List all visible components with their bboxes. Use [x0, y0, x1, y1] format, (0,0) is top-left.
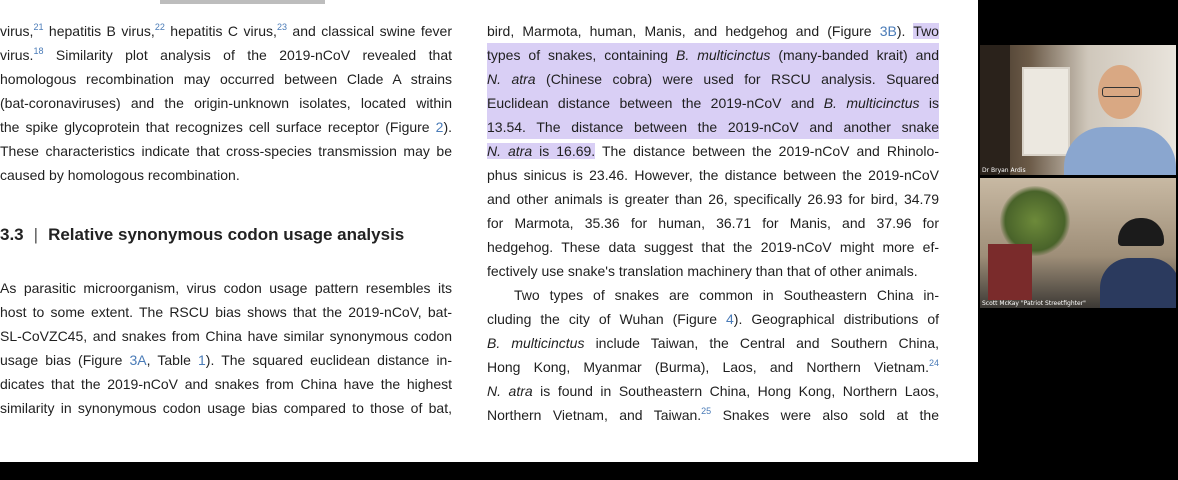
participant-video-tile[interactable] [980, 45, 1176, 175]
text-run: usage bias (Figure [0, 352, 130, 368]
participant-name-label: Dr Bryan Ardis [982, 167, 1026, 174]
citation-link[interactable]: 18 [33, 46, 44, 56]
text-line [487, 19, 939, 43]
text-line [487, 139, 939, 163]
participant-video-tile[interactable] [980, 178, 1176, 308]
figure-link[interactable]: 3B [879, 23, 897, 39]
paragraph-recombination [0, 19, 452, 187]
figure-link[interactable]: 4 [725, 311, 734, 327]
door-shape [1022, 67, 1070, 156]
text-line: host to some extent. The RSCU bias shows that the 2019-nCoV, bat- [0, 304, 452, 320]
text-run: bird, Marmota, human, Manis, and hedgehog and (Figure [487, 23, 880, 39]
poster-shape [988, 244, 1032, 300]
figure-link[interactable]: 2 [435, 119, 444, 135]
text-run: Hong Kong, Myanmar (Burma), Laos, and Northern Vietnam. [487, 359, 929, 375]
participant-silhouette [1100, 258, 1176, 308]
text-line: caused by homologous recombination. [0, 167, 240, 183]
figure-link[interactable]: 3A [129, 352, 147, 368]
text-run: is [919, 95, 940, 111]
citation-link[interactable]: 24 [928, 358, 939, 368]
text-run: types of snakes, containing [487, 47, 677, 63]
highlighted-text[interactable] [487, 143, 595, 159]
text-run: (Chinese cobra) were used for RSCU analysis. Squared [535, 71, 940, 87]
text-run: cluding the city of Wuhan (Figure [487, 311, 726, 327]
text-run: (many-banded krait) and [770, 47, 939, 63]
species-name: B. multicinctus [487, 335, 585, 351]
text-run: ). [443, 119, 452, 135]
text-run: virus, [0, 23, 34, 39]
citation-link[interactable]: 21 [33, 22, 44, 32]
text-line [0, 19, 452, 43]
text-line: and other animals is greater than 26, specifically 26.93 for bird, 34.79 [487, 191, 939, 207]
species-name: B. multicinctus [823, 95, 920, 111]
text-line: phus sinicus is 23.46. However, the distance between the 2019-nCoV [487, 167, 939, 183]
text-line [487, 355, 939, 379]
text-run: include Taiwan, the Central and Southern China, [584, 335, 939, 351]
paragraph-snake-distribution [487, 283, 939, 307]
text-line [487, 379, 939, 403]
highlighted-text-line[interactable]: 13.54. The distance between the 2019-nCoV and another snake [487, 115, 939, 139]
text-run: The distance between the 2019-nCoV and Rhinolo- [595, 143, 939, 159]
text-line: Two types of snakes are common in Southeastern China in- [514, 287, 939, 303]
text-line: As parasitic microorganism, virus codon usage pattern resembles its [0, 280, 452, 296]
paragraph-rscu [0, 276, 452, 420]
text-run: ). [896, 23, 914, 39]
text-line [487, 403, 939, 427]
section-title: Relative synonymous codon usage analysis [48, 225, 405, 244]
text-line: fectively use snake's translation machinery than that of other animals. [487, 263, 918, 279]
text-run: hepatitis B virus, [43, 23, 155, 39]
participant-name-label: Scott McKay "Patriot Streetfighter" [982, 300, 1086, 307]
left-text-column [0, 19, 452, 420]
paragraph-snake-distribution-cont [487, 307, 939, 427]
highlighted-text-line[interactable] [487, 67, 939, 91]
paragraph-snake-distance [487, 19, 939, 283]
right-text-column [487, 19, 939, 427]
highlighted-text-line[interactable] [487, 91, 939, 115]
text-run: Northern Vietnam, and Taiwan. [487, 407, 702, 423]
text-line [0, 115, 452, 139]
highlighted-text[interactable]: Two [913, 23, 939, 39]
text-line: dicates that the 2019-nCoV and snakes from China have the highest [0, 376, 452, 392]
citation-link[interactable]: 23 [276, 22, 287, 32]
text-run: hepatitis C virus, [164, 23, 277, 39]
participant-cap [1118, 218, 1164, 246]
species-name: N. atra [487, 143, 533, 159]
text-run: Similarity plot analysis of the 2019-nCoV revealed that [43, 47, 452, 63]
citation-link[interactable]: 25 [701, 406, 712, 416]
text-run: virus. [0, 47, 34, 63]
glasses-shape [1102, 87, 1140, 97]
species-name: B. multicinctus [676, 47, 771, 63]
text-run: ). The squared euclidean distance in- [205, 352, 453, 368]
text-line [487, 307, 939, 331]
text-line: (bat-coronaviruses) and the origin-unknown isolates, located within [0, 95, 452, 111]
text-run: is 16.69. [532, 143, 596, 159]
highlighted-text-line[interactable] [487, 43, 939, 67]
text-line: for Marmota, 35.36 for human, 36.71 for Manis, and 37.96 for [487, 215, 939, 231]
text-line: homologous recombination may occurred between Clade A strains [0, 71, 452, 87]
participant-silhouette [1064, 127, 1176, 175]
heading-separator: | [33, 225, 39, 244]
species-name: N. atra [487, 383, 533, 399]
text-line [0, 43, 452, 67]
text-run: Euclidean distance between the 2019-nCoV and [487, 95, 824, 111]
text-run: the spike glycoprotein that recognizes cell surface receptor (Figure [0, 119, 436, 135]
species-name: N. atra [487, 71, 536, 87]
table-link[interactable]: 1 [197, 352, 206, 368]
text-run: and classical swine fever [286, 23, 452, 39]
video-call-panel [978, 0, 1178, 480]
citation-link[interactable]: 22 [154, 22, 165, 32]
text-line [487, 331, 939, 355]
text-line: hedgehog. These data suggest that the 2019-nCoV might more ef- [487, 239, 939, 255]
text-line: These characteristics indicate that cross-species transmission may be [0, 143, 452, 159]
text-run: ). Geographical distributions of [733, 311, 940, 327]
text-run: is found in Southeastern China, Hong Kong, Northern Laos, [532, 383, 939, 399]
text-line: similarity in synonymous codon usage bias compared to those of bat, [0, 400, 452, 416]
text-run: Snakes were also sold at the [711, 407, 939, 423]
text-run: , Table [146, 352, 198, 368]
page-top-rule [160, 0, 325, 4]
section-number: 3.3 [0, 225, 24, 244]
text-line [0, 348, 452, 372]
bookshelf-shape [980, 45, 1010, 175]
text-line: SL-CoVZC45, and snakes from China have similar synonymous codon [0, 328, 452, 344]
section-heading [0, 223, 452, 247]
